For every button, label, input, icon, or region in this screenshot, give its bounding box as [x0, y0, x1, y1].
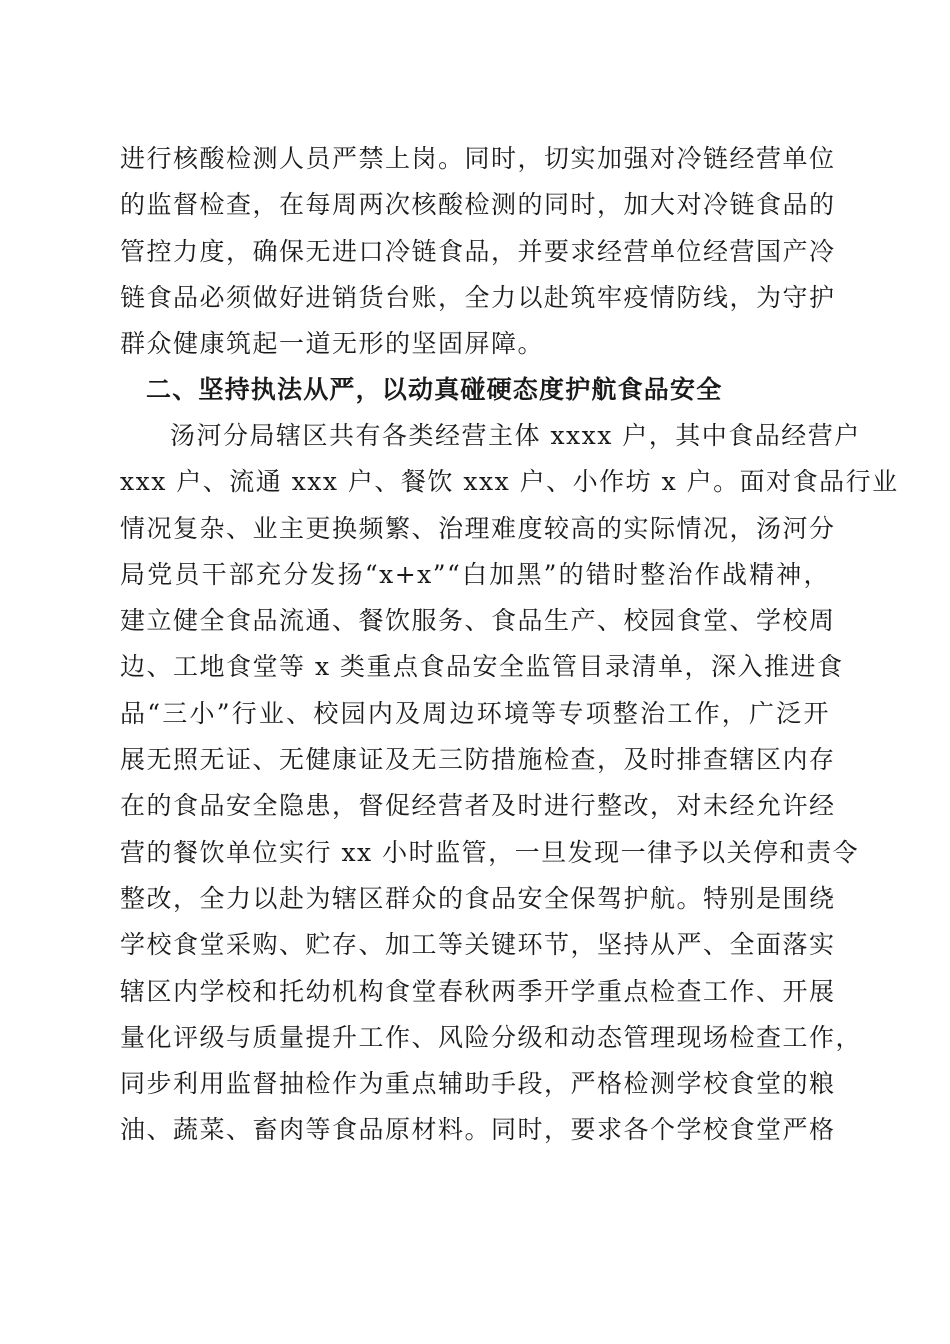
- section-heading-block: [120, 367, 830, 413]
- text-line: 展无照无证、无健康证及无三防措施检查，及时排查辖区内存: [120, 745, 836, 775]
- text-line: 管控力度，确保无进口冷链食品，并要求经营单位经营国产冷: [120, 236, 836, 266]
- text-line: 边、工地食堂等 x 类重点食品安全监管目录清单，深入推进食: [120, 652, 844, 682]
- text-line: 油、蔬菜、畜肉等食品原材料。同时，要求各个学校食堂严格: [120, 1115, 836, 1145]
- text-line: 情况复杂、业主更换频繁、治理难度较高的实际情况，汤河分: [120, 513, 836, 543]
- paragraph-body: [120, 413, 899, 1154]
- text-line: 在的食品安全隐患，督促经营者及时进行整改，对未经允许经: [120, 791, 836, 821]
- text-line: 营的餐饮单位实行 xx 小时监管，一旦发现一律予以关停和责令: [120, 837, 860, 867]
- text-line: 的监督检查，在每周两次核酸检测的同时，加大对冷链食品的: [120, 190, 836, 220]
- text-line: 汤河分局辖区共有各类经营主体 xxxx 户，其中食品经营户: [170, 421, 861, 450]
- text-line: 量化评级与质量提升工作、风险分级和动态管理现场检查工作，: [120, 1022, 863, 1052]
- text-line: xxx 户、流通 xxx 户、餐饮 xxx 户、小作坊 x 户。面对食品行业: [120, 467, 899, 497]
- section-heading: 二、坚持执法从严，以动真碰硬态度护航食品安全: [146, 375, 723, 404]
- text-line: 整改，全力以赴为辖区群众的食品安全保驾护航。特别是围绕: [120, 883, 836, 913]
- text-line: 辖区内学校和托幼机构食堂春秋两季开学重点检查工作、开展: [120, 976, 836, 1006]
- text-line: 学校食堂采购、贮存、加工等关键环节，坚持从严、全面落实: [120, 930, 836, 960]
- text-line: 进行核酸检测人员严禁上岗。同时，切实加强对冷链经营单位: [120, 144, 836, 173]
- text-line: 同步利用监督抽检作为重点辅助手段，严格检测学校食堂的粮: [120, 1069, 836, 1099]
- text-line: 建立健全食品流通、餐饮服务、食品生产、校园食堂、学校周: [120, 606, 836, 636]
- text-line: 群众健康筑起一道无形的坚固屏障。: [120, 329, 545, 359]
- text-line: 链食品必须做好进销货台账，全力以赴筑牢疫情防线，为守护: [120, 282, 836, 312]
- text-line: 局党员干部充分发扬“x+x”“白加黑”的错时整治作战精神，: [120, 559, 830, 589]
- text-line: 品“三小”行业、校园内及周边环境等专项整治工作，广泛开: [120, 698, 830, 728]
- paragraph-continuation: [120, 136, 836, 367]
